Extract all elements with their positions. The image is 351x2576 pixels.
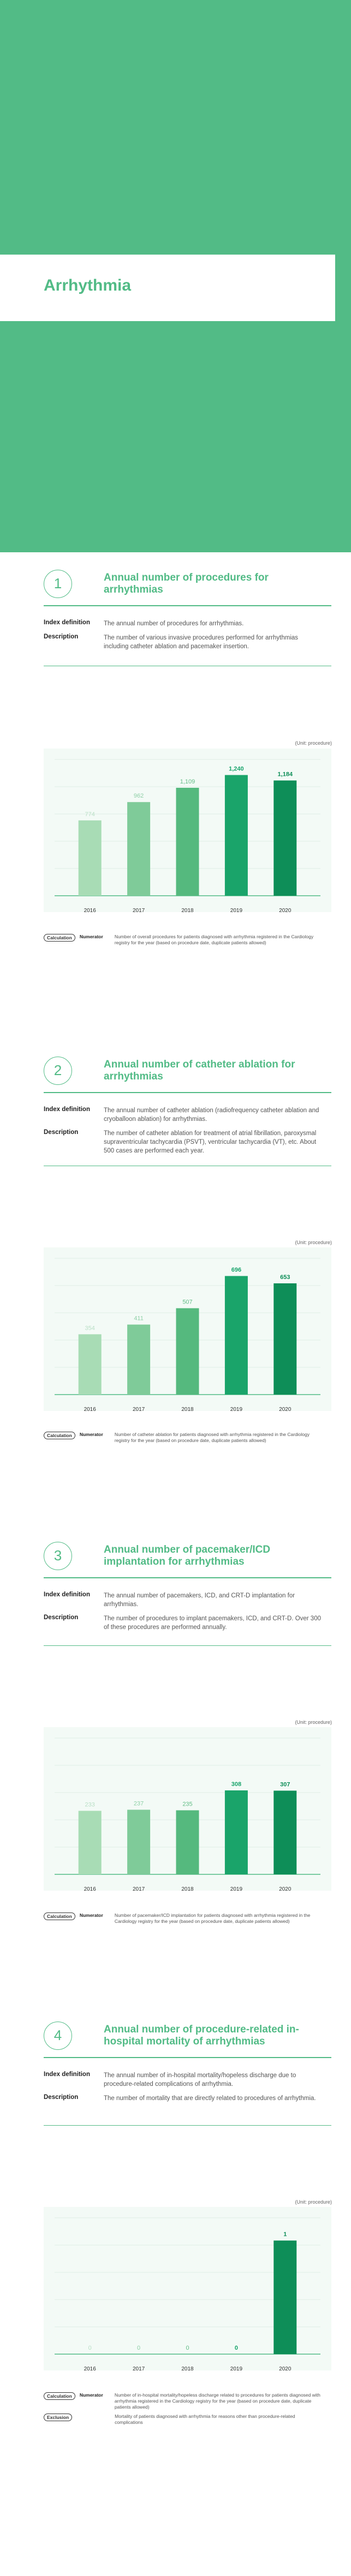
tick-label-2018: 2018	[181, 1886, 194, 1892]
divider	[44, 1645, 331, 1646]
description-label: Description	[44, 1129, 79, 1136]
calculation-block	[44, 1432, 328, 1447]
bar-2019	[225, 1276, 248, 1395]
data-label-2020: 1,184	[277, 771, 293, 778]
bar-2020	[273, 2241, 296, 2354]
description-label: Description	[44, 1614, 79, 1621]
section-number: 1	[44, 570, 72, 598]
section-title: Annual number of catheter ablation for arrhythmias	[104, 1059, 295, 1082]
data-label-2019: 308	[231, 1781, 242, 1788]
section-number: 3	[44, 1542, 72, 1570]
data-label-2016: 0	[88, 2345, 92, 2351]
data-label-2016: 233	[85, 1801, 95, 1808]
divider	[44, 2057, 331, 2058]
section-title: Annual number of pacemaker/ICD implantation for arrhythmias	[104, 1544, 271, 1567]
section-4	[0, 2022, 351, 2576]
calculation-pill: Calculation	[44, 1913, 75, 1920]
data-label-2018: 0	[186, 2345, 189, 2351]
section-number: 2	[44, 1057, 72, 1085]
tick-label-2019: 2019	[230, 2366, 243, 2372]
tick-label-2016: 2016	[84, 908, 96, 914]
data-label-2018: 235	[182, 1801, 193, 1808]
bar-2017	[127, 1810, 150, 1875]
data-label-2017: 411	[134, 1315, 144, 1322]
numerator-label: Numerator	[79, 1913, 103, 1918]
index-definition-label: Index definition	[44, 619, 90, 626]
description-label: Description	[44, 2094, 79, 2101]
bar-2018	[176, 1308, 199, 1395]
bar-2019	[225, 775, 248, 896]
tick-label-2016: 2016	[84, 1407, 96, 1413]
tick-label-2020: 2020	[279, 908, 291, 914]
bar-2020	[273, 1791, 296, 1875]
bar-2020	[273, 1283, 296, 1395]
hero-banner	[0, 0, 351, 552]
data-label-2019: 0	[234, 2345, 238, 2351]
data-label-2018: 507	[182, 1299, 193, 1306]
data-label-2019: 696	[231, 1266, 242, 1274]
bar-2016	[79, 821, 102, 896]
bar-2016	[79, 1334, 102, 1395]
tick-label-2017: 2017	[132, 1886, 145, 1892]
calculation-pill: Calculation	[44, 2392, 75, 2400]
section-2	[0, 1057, 351, 1542]
description-text: The number of mortality that are directly related to procedures of arrhythmia.	[104, 2095, 316, 2102]
index-definition-label: Index definition	[44, 2071, 90, 2078]
data-label-2019: 1,240	[229, 765, 244, 773]
section-title: Annual number of procedure-related in-hospital mortality of arrhythmias	[104, 2024, 299, 2047]
tick-label-2018: 2018	[181, 1407, 194, 1413]
data-label-2016: 354	[85, 1325, 95, 1332]
description-text: The number of catheter ablation for treatment of atrial fibrillation, paroxysmal supraventricular tachycardia (PSVT), ventricular tachycardia (VT), etc. About 500 cases are performed each year.	[104, 1130, 317, 1154]
calculation-block	[44, 934, 328, 949]
bar-2018	[176, 1811, 199, 1875]
tick-label-2019: 2019	[230, 908, 243, 914]
divider	[44, 1577, 331, 1578]
tick-label-2019: 2019	[230, 1407, 243, 1413]
numerator-text: Number of in-hospital mortality/hopeless discharge related to procedures for patients diagnosed with arrhythmia registered in the Cardiology registry for the year (based on procedure date, duplicate patients allowed)	[114, 2392, 320, 2410]
numerator-label: Numerator	[79, 1432, 103, 1437]
tick-label-2019: 2019	[230, 1886, 243, 1892]
numerator-label: Numerator	[79, 934, 103, 939]
data-label-2017: 962	[133, 793, 144, 800]
description-label: Description	[44, 634, 79, 640]
numerator-text: Number of overall procedures for patients diagnosed with arrhythmia registered in the Cardiology registry for the year (based on procedure date, duplicate patients allowed)	[114, 934, 314, 945]
calculation-pill: Calculation	[44, 1432, 75, 1439]
chart-ablation	[44, 1247, 331, 1422]
data-label-2017: 0	[137, 2345, 141, 2351]
section-number: 4	[44, 2022, 72, 2050]
numerator-text: Number of pacemaker/ICD implantation for patients diagnosed with arrhythmia registered in the Cardiology registry for the year (based on procedure date, duplicate patients allowed)	[114, 1913, 311, 1924]
tick-label-2017: 2017	[132, 1407, 145, 1413]
data-label-2018: 1,109	[180, 778, 195, 785]
tick-label-2020: 2020	[279, 1407, 291, 1413]
tick-label-2016: 2016	[84, 1886, 96, 1892]
divider	[44, 2125, 331, 2126]
index-definition-text: The annual number of in-hospital mortality/hopeless discharge due to procedure-related complications of arrhythmia.	[104, 2072, 296, 2088]
bar-2017	[127, 1325, 150, 1395]
calculation-pill: Calculation	[44, 934, 75, 942]
divider	[44, 1092, 331, 1093]
bar-2019	[225, 1790, 248, 1874]
tick-label-2020: 2020	[279, 2366, 291, 2372]
page-title: Arrhythmia	[44, 276, 132, 294]
bar-2018	[176, 788, 199, 896]
bar-2017	[127, 802, 150, 896]
data-label-2020: 1	[283, 2231, 287, 2238]
calculation-block	[44, 1913, 328, 1928]
hero-title-card	[0, 255, 335, 321]
unit-label: (Unit: procedure)	[295, 2199, 332, 2205]
description-text: The number of procedures to implant pacemakers, ICD, and CRT-D. Over 300 of these procedures are performed annually.	[104, 1615, 321, 1631]
exclusion-pill: Exclusion	[44, 2414, 72, 2421]
unit-label: (Unit: procedure)	[295, 1240, 332, 1245]
index-definition-text: The annual number of catheter ablation (radiofrequency catheter ablation and cryoballoon ablation) for arrhythmias.	[104, 1107, 319, 1123]
data-label-2020: 653	[280, 1274, 290, 1281]
section-title: Annual number of procedures for arrhythmias	[104, 572, 269, 595]
tick-label-2016: 2016	[84, 2366, 96, 2372]
numerator-label: Numerator	[79, 2392, 103, 2398]
index-definition-text: The annual number of procedures for arrhythmias.	[104, 620, 244, 627]
data-label-2020: 307	[280, 1781, 290, 1788]
tick-label-2018: 2018	[181, 2366, 194, 2372]
exclusion-text: Mortality of patients diagnosed with arrhythmia for reasons other than procedure-related complications	[115, 2414, 295, 2425]
tick-label-2017: 2017	[132, 2366, 145, 2372]
chart-procedures	[44, 749, 331, 923]
index-definition-text: The annual number of pacemakers, ICD, and CRT-D implantation for arrhythmias.	[104, 1592, 295, 1608]
section-3	[0, 1542, 351, 2022]
description-text: The number of various invasive procedures performed for arrhythmias including catheter ablation and pacemaker insertion.	[104, 635, 299, 650]
calculation-block	[44, 2392, 328, 2429]
section-1	[0, 552, 351, 1057]
divider	[44, 605, 331, 606]
data-label-2017: 237	[133, 1800, 144, 1807]
tick-label-2018: 2018	[181, 908, 194, 914]
tick-label-2017: 2017	[132, 908, 145, 914]
unit-label: (Unit: procedure)	[295, 740, 332, 746]
bar-2016	[79, 1811, 102, 1875]
chart-mortality	[44, 2207, 331, 2381]
index-definition-label: Index definition	[44, 1591, 90, 1598]
index-definition-label: Index definition	[44, 1106, 90, 1113]
bar-2020	[273, 781, 296, 896]
data-label-2016: 774	[85, 811, 95, 818]
numerator-text: Number of catheter ablation for patients diagnosed with arrhythmia registered in the Cardiology registry for the year (based on procedure date, duplicate patients allowed)	[114, 1432, 310, 1443]
tick-label-2020: 2020	[279, 1886, 291, 1892]
unit-label: (Unit: procedure)	[295, 1720, 332, 1725]
chart-pacemaker	[44, 1727, 331, 1902]
